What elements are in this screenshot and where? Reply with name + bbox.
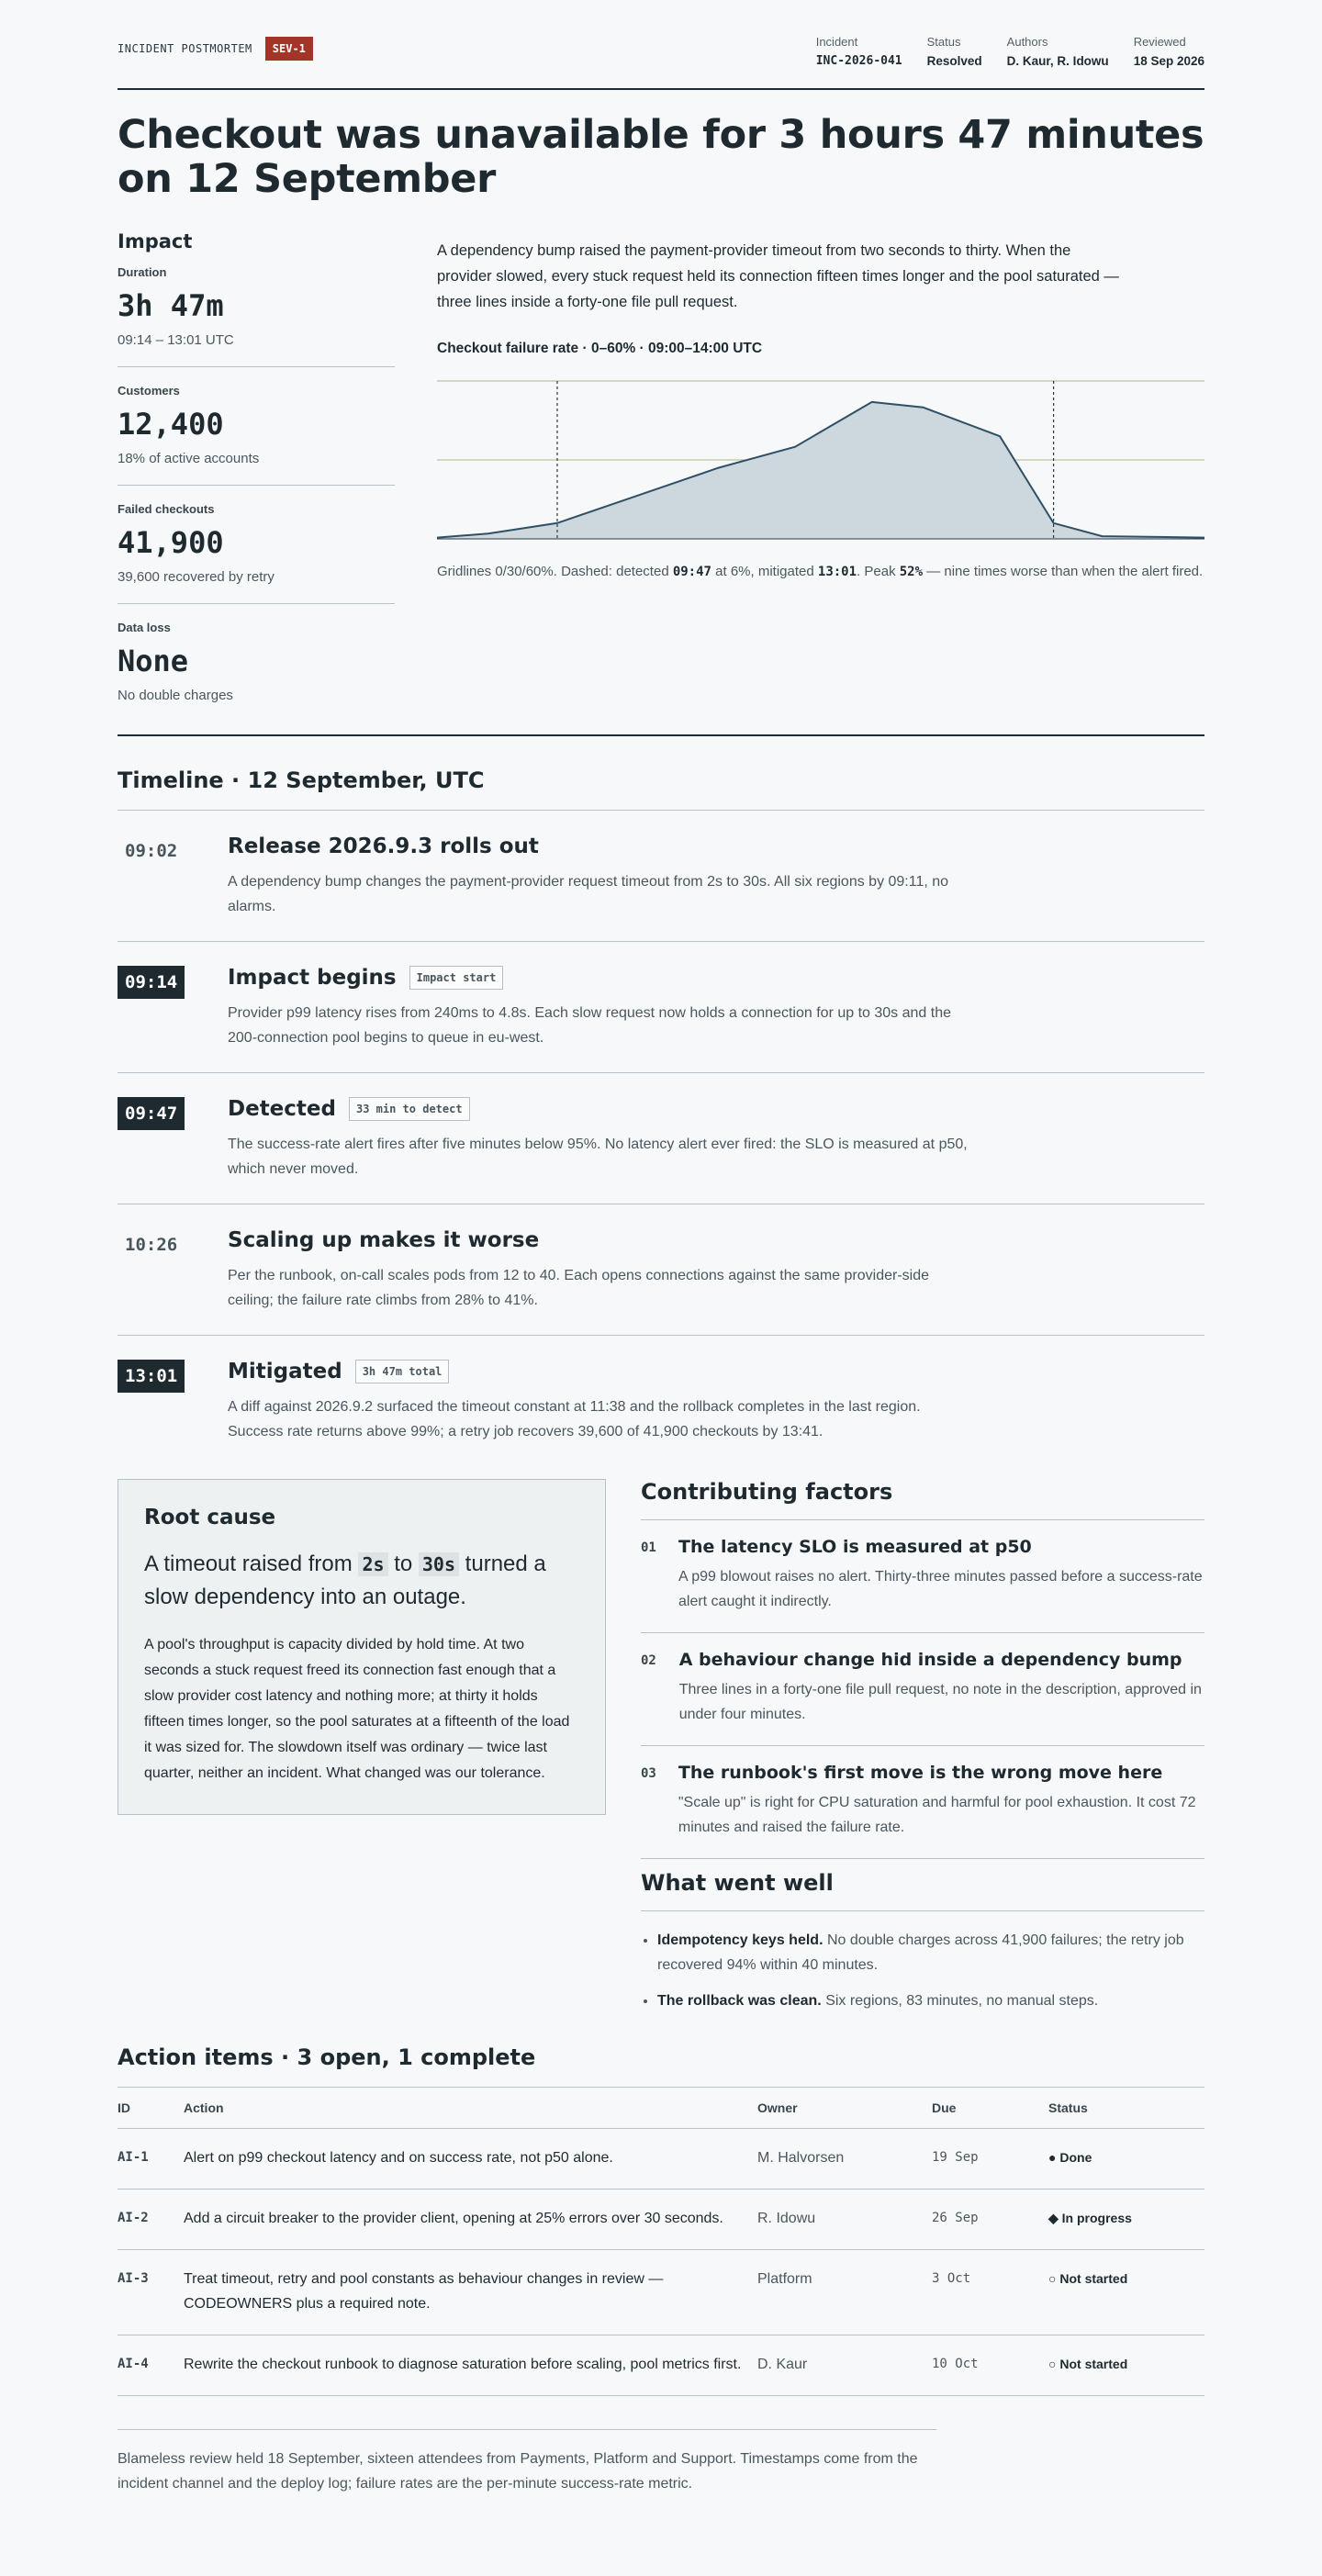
event-desc: Per the runbook, on-call scales pods from 12 to 40. Each opens connections against the same provider-side ceiling; the failure rate climbs from 28% to 41%. [228, 1268, 929, 1308]
stat-sub: No double charges [118, 688, 233, 703]
meta-authors [1007, 35, 1109, 68]
status-label: Not started [1059, 2271, 1128, 2286]
meta-key: Incident [815, 35, 858, 49]
meta-incident [816, 35, 902, 68]
impact-lead: A dependency bump raised the payment-provider timeout from two seconds to thirty. When the provider slowed, every stuck request held its connection fifteen times longer and the pool saturated — three lines inside a forty-one file pull request. [437, 242, 1119, 310]
stat-value: 3h 47m [118, 288, 224, 323]
page-title: Checkout was unavailable for 3 hours 47 minutes on 12 September [118, 112, 1204, 202]
review-footnote: Blameless review held 18 September, sixteen attendees from Payments, Platform and Support. Timestamps come from the incident channel and the deploy log; failure rates are the per-minute success-rate metric. [118, 2429, 936, 2496]
table-row [118, 2250, 1204, 2335]
factor-number: 02 [641, 1653, 656, 1668]
action-items-table [118, 2088, 1204, 2396]
stat-value: None [118, 644, 189, 678]
went-well-text: No double charges across 41,900 failures; the retry job recovered 94% within 40 minutes. [657, 1932, 1184, 1973]
table-row [118, 2335, 1204, 2396]
event-time: 10:26 [125, 1235, 178, 1255]
event-time-wrap [118, 1360, 185, 1444]
event-time-wrap [118, 834, 185, 919]
event-time-wrap [118, 1228, 185, 1313]
note-peak: 52% [899, 565, 924, 579]
timeout-old: 2s [358, 1552, 387, 1576]
stat-label: Duration [118, 265, 167, 279]
factor-item [641, 1520, 1204, 1633]
action-status [1048, 2335, 1204, 2396]
stat-failed-checkouts [118, 502, 395, 604]
header-left [118, 37, 313, 61]
meta-value: 18 Sep 2026 [1133, 54, 1204, 68]
timeline-event [118, 942, 1204, 1073]
timeline-event [118, 1336, 1204, 1466]
impact-section [118, 230, 1204, 736]
note-text: at 6%, mitigated [711, 564, 818, 579]
action-owner: D. Kaur [757, 2335, 932, 2396]
meta-key: Authors [1006, 35, 1048, 49]
event-time: 09:47 [118, 1097, 185, 1130]
root-cause-body: A pool's throughput is capacity divided by hold time. At two seconds a stuck request freed its connection fast enough that a slow provider cost latency and nothing more; at thirty it holds fifteen times longer, so the pool saturates at a fifteenth of the load it was sized for. The slowdown itself was ordinary — twice last quarter, neither an incident. What changed was our tolerance. [144, 1637, 570, 1781]
action-text: Alert on p99 checkout latency and on success rate, not p50 alone. [184, 2129, 757, 2190]
stat-sub: 18% of active accounts [118, 451, 260, 466]
stat-value: 12,400 [118, 407, 224, 442]
chart-note [437, 559, 1204, 585]
event-title-row [228, 834, 971, 858]
status-circle-icon: ○ [1048, 2357, 1057, 2371]
column-header: ID [118, 2088, 184, 2129]
event-tag: Impact start [409, 966, 504, 990]
event-time: 09:14 [118, 966, 185, 999]
factor-body [679, 1650, 1204, 1727]
action-id: AI-3 [118, 2250, 184, 2335]
meta-list [816, 35, 1204, 68]
event-body [228, 1228, 971, 1313]
action-id: AI-2 [118, 2190, 184, 2250]
action-owner: Platform [757, 2250, 932, 2335]
note-mitigated-time: 13:01 [817, 565, 857, 579]
status-dot-icon: ● [1048, 2150, 1057, 2165]
root-cause-box [118, 1479, 606, 1815]
factor-desc: "Scale up" is right for CPU saturation and harmful for pool exhaustion. It cost 72 minutes and raised the failure rate. [678, 1795, 1196, 1835]
factor-desc: Three lines in a forty-one file pull request, no note in the description, approved in under four minutes. [678, 1682, 1202, 1722]
event-tag: 33 min to detect [349, 1097, 470, 1121]
action-owner: M. Halvorsen [757, 2129, 932, 2190]
event-title-row [228, 1097, 971, 1121]
factor-item [641, 1746, 1204, 1859]
event-body [228, 834, 971, 919]
timeline-event [118, 1073, 1204, 1204]
root-cause-heading: Root cause [144, 1506, 276, 1529]
action-due: 3 Oct [932, 2250, 1048, 2335]
column-header: Status [1048, 2088, 1204, 2129]
document-header [118, 35, 1204, 90]
event-body [228, 966, 971, 1050]
event-title-row [228, 1360, 971, 1383]
event-time: 13:01 [118, 1360, 185, 1393]
status-label: Not started [1059, 2357, 1128, 2371]
stat-label: Customers [118, 384, 180, 398]
action-id: AI-1 [118, 2129, 184, 2190]
went-well-list [641, 1928, 1204, 2013]
factor-body [678, 1763, 1204, 1840]
timeline-heading: Timeline · 12 September, UTC [118, 767, 1204, 811]
action-due: 19 Sep [932, 2129, 1048, 2190]
event-title: Mitigated [228, 1360, 342, 1383]
event-body [228, 1097, 971, 1182]
event-body [228, 1360, 971, 1444]
chart-area-fill [437, 402, 1204, 539]
note-text: Gridlines 0/30/60%. Dashed: detected [437, 564, 673, 579]
stat-duration [118, 265, 395, 367]
status-label: In progress [1061, 2211, 1132, 2225]
event-time-wrap [118, 1097, 185, 1182]
action-status [1048, 2250, 1204, 2335]
headline-text: A timeout raised from [144, 1551, 359, 1576]
status-diamond-icon: ◆ [1048, 2211, 1059, 2225]
stat-customers [118, 384, 395, 486]
note-text: — nine times worse than when the alert fired. [923, 564, 1204, 579]
stat-value: 41,900 [118, 525, 224, 560]
action-id: AI-4 [118, 2335, 184, 2396]
action-status [1048, 2129, 1204, 2190]
meta-key: Status [926, 35, 961, 49]
action-status [1048, 2190, 1204, 2250]
event-title: Impact begins [228, 966, 397, 990]
timeline-list [118, 811, 1204, 1466]
event-title-row [228, 966, 971, 990]
event-desc: Provider p99 latency rises from 240ms to 4.8s. Each slow request now holds a connection for up to 30s and the 200-connection pool begins to queue in eu-west. [228, 1005, 951, 1046]
status-label: Done [1059, 2150, 1092, 2165]
table-row [118, 2190, 1204, 2250]
factor-body [678, 1537, 1204, 1614]
factor-number: 01 [641, 1540, 656, 1555]
meta-status [927, 35, 982, 68]
doc-kicker: INCIDENT POSTMORTEM [118, 42, 252, 55]
went-well-item [657, 1928, 1204, 1977]
chart-title: Checkout failure rate · 0–60% · 09:00–14:00 UTC [437, 341, 763, 356]
stat-label: Failed checkouts [118, 502, 215, 516]
status-circle-icon: ○ [1048, 2271, 1057, 2286]
event-desc: The success-rate alert fires after five minutes below 95%. No latency alert ever fired: the SLO is measured at p50, which never moved. [228, 1137, 968, 1177]
event-time-wrap [118, 966, 185, 1050]
headline-text: turned a slow dependency into an outage. [144, 1551, 546, 1609]
event-title: Release 2026.9.3 rolls out [228, 834, 539, 858]
meta-reviewed [1134, 35, 1204, 68]
factors-column [641, 1479, 1204, 2024]
stat-sub: 39,600 recovered by retry [118, 569, 274, 585]
action-owner: R. Idowu [757, 2190, 932, 2250]
action-items-heading: Action items · 3 open, 1 complete [118, 2044, 1204, 2088]
went-well-item [657, 1988, 1204, 2013]
event-tag: 3h 47m total [355, 1360, 450, 1383]
factor-title: The runbook's first move is the wrong move here [678, 1763, 1163, 1783]
table-row [118, 2129, 1204, 2190]
action-text: Add a circuit breaker to the provider client, opening at 25% errors over 30 seconds. [184, 2190, 757, 2250]
stat-sub: 09:14 – 13:01 UTC [118, 332, 234, 348]
factors-heading: Contributing factors [641, 1479, 1204, 1520]
root-cause-headline [144, 1548, 579, 1614]
action-due: 26 Sep [932, 2190, 1048, 2250]
event-desc: A dependency bump changes the payment-provider request timeout from 2s to 30s. All six regions by 09:11, no alarms. [228, 874, 949, 914]
meta-value: D. Kaur, R. Idowu [1006, 54, 1109, 68]
event-title: Detected [228, 1097, 336, 1121]
action-text: Treat timeout, retry and pool constants as behaviour changes in review — CODEOWNERS plus a required note. [184, 2250, 757, 2335]
severity-badge: SEV-1 [265, 37, 313, 61]
stat-data-loss [118, 621, 395, 703]
factor-title: A behaviour change hid inside a dependency bump [678, 1650, 1182, 1670]
analysis-section [118, 1479, 1204, 2024]
event-desc: A diff against 2026.9.2 surfaced the timeout constant at 11:38 and the rollback completes in the last region. Success rate returns above 99%; a retry job recovers 39,600 of 41,900 checkouts by 13:41. [228, 1399, 921, 1439]
note-detected-time: 09:47 [672, 565, 711, 579]
meta-value: INC-2026-041 [815, 54, 902, 68]
went-well-text: Six regions, 83 minutes, no manual steps. [821, 1993, 1099, 2009]
factor-title: The latency SLO is measured at p50 [678, 1537, 1032, 1557]
event-time: 09:02 [125, 841, 178, 861]
action-due: 10 Oct [932, 2335, 1048, 2396]
went-well-section [641, 1870, 1204, 2013]
action-text: Rewrite the checkout runbook to diagnose saturation before scaling, pool metrics first. [184, 2335, 757, 2396]
event-title-row [228, 1228, 971, 1252]
stat-label: Data loss [118, 621, 171, 634]
impact-stats [118, 230, 395, 703]
column-header: Due [932, 2088, 1048, 2129]
went-well-lead: Idempotency keys held. [657, 1932, 823, 1948]
headline-text: to [387, 1551, 419, 1576]
went-well-heading: What went well [641, 1870, 1204, 1911]
went-well-lead: The rollback was clean. [657, 1993, 822, 2009]
impact-heading: Impact [118, 230, 193, 252]
column-header: Action [184, 2088, 757, 2129]
timeline-event [118, 811, 1204, 942]
timeline-event [118, 1204, 1204, 1336]
factor-number: 03 [641, 1766, 656, 1781]
column-header: Owner [757, 2088, 932, 2129]
event-title: Scaling up makes it worse [228, 1228, 540, 1252]
failure-rate-chart [437, 377, 1204, 543]
impact-detail [437, 230, 1204, 703]
table-header-row [118, 2088, 1204, 2129]
factor-desc: A p99 blowout raises no alert. Thirty-three minutes passed before a success-rate alert caught it indirectly. [678, 1569, 1203, 1609]
timeout-new: 30s [419, 1552, 459, 1576]
note-text: . Peak [857, 564, 900, 579]
meta-key: Reviewed [1133, 35, 1186, 49]
meta-value: Resolved [926, 54, 982, 68]
factor-item [641, 1633, 1204, 1746]
